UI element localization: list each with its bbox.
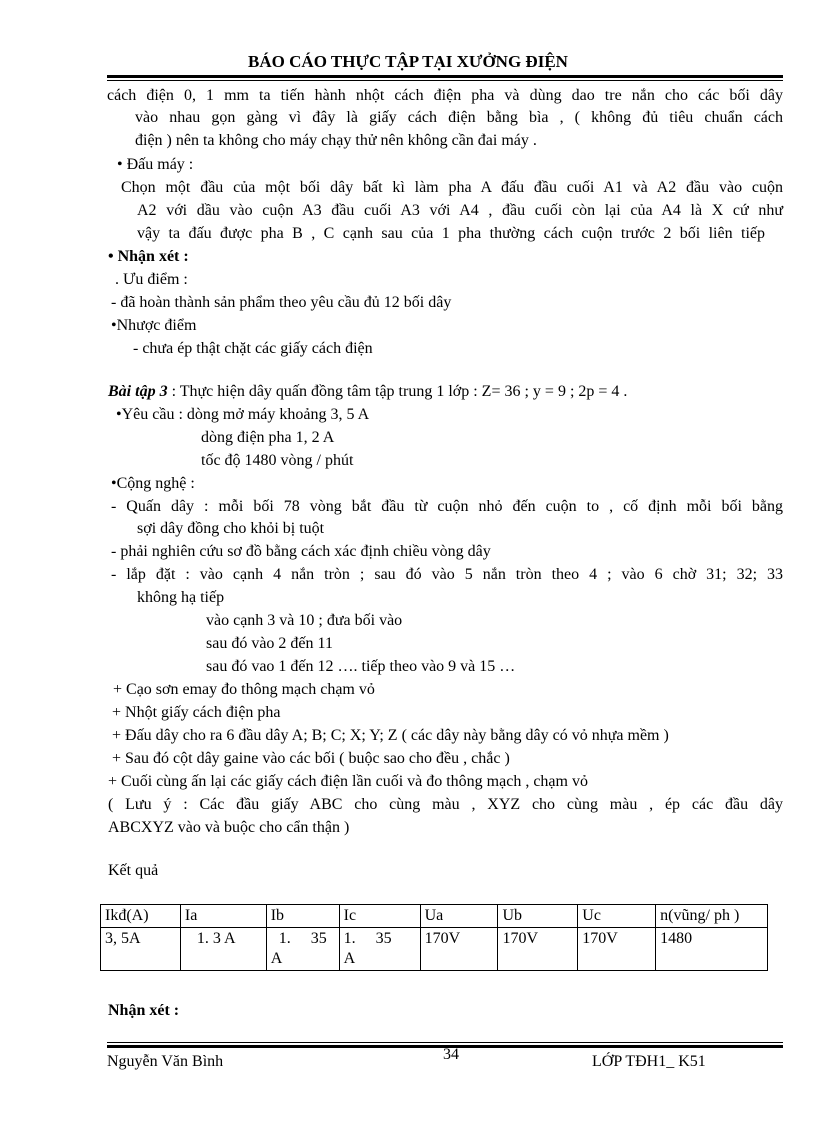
table-cell <box>578 928 656 971</box>
bai-tap-3-text: : Thực hiện dây quấn đồng tâm tập trung 1 lớp : Z= 36 ; y = 9 ; 2p = 4 . <box>167 383 628 400</box>
cong-nghe-heading: •Cộng nghệ : <box>111 475 195 492</box>
footer-author: Nguyễn Văn Bình <box>107 1053 224 1070</box>
uu-diem-heading: . Ưu điểm : <box>115 271 188 288</box>
table-cell-value: 170V <box>582 930 618 947</box>
table-row <box>101 928 768 971</box>
header-rule-thin <box>107 80 783 81</box>
nhuoc-diem-heading: •Nhược điểm <box>111 317 197 334</box>
table-header-row <box>101 905 768 928</box>
table-cell <box>498 928 578 971</box>
process-step4: + Sau đó cột dây gaine vào các bối ( buộc sao cho đều , chắc ) <box>112 750 510 767</box>
table-cell <box>180 928 266 971</box>
dau-may-line3: vậy ta đấu được pha B , C cạnh sau của 1 pha thường cách cuộn trước 2 bối liên tiếp <box>137 225 765 242</box>
uu-diem-item: - đã hoàn thành sản phẩm theo yêu cầu đủ 12 bối dây <box>111 294 452 311</box>
ket-qua-heading: Kết quả <box>108 862 159 879</box>
table-header-cell: Ub <box>498 905 578 928</box>
table-header-cell: Ua <box>420 905 498 928</box>
para1-line1: cách điện 0, 1 mm ta tiến hành nhột cách điện pha và dùng dao tre nắn cho các bối dây <box>107 87 783 104</box>
table-header-cell: Ib <box>266 905 339 928</box>
cong-nghe-item3e: sau đó vao 1 đến 12 …. tiếp theo vào 9 và 15 … <box>206 658 516 675</box>
table-cell <box>339 928 420 971</box>
nhan-xet-2-heading: Nhận xét : <box>108 1002 180 1019</box>
process-step1: + Cạo sơn emay đo thông mạch chạm vỏ <box>113 681 375 698</box>
table-cell-value: 170V <box>502 930 538 947</box>
table-header-cell: Ic <box>339 905 420 928</box>
para1-line3: điện ) nên ta không cho máy chạy thử nên không cần đai máy . <box>135 132 537 149</box>
cong-nghe-item3d: sau đó vào 2 đến 11 <box>206 635 333 652</box>
table-cell <box>266 928 339 971</box>
dau-may-line1: Chọn một đầu của một bối dây bất kì làm pha A đấu đầu cuối A1 và A2 đầu vào cuộn <box>121 179 783 196</box>
nhan-xet-heading: • Nhận xét : <box>108 248 189 265</box>
page-number: 34 <box>443 1046 459 1063</box>
table-header-cell: n(vũng/ ph ) <box>656 905 768 928</box>
bai-tap-3-line <box>108 382 627 402</box>
table-cell-value: 170V <box>424 930 461 947</box>
cong-nghe-item3c: vào cạnh 3 và 10 ; đưa bối vào <box>206 612 403 629</box>
cong-nghe-item1a: - Quấn dây : mỗi bối 78 vòng bắt đầu từ cuộn nhỏ đến cuộn to , cố định mỗi bối bằng <box>111 498 783 515</box>
table-cell-unit: A <box>270 950 283 967</box>
cong-nghe-item2: - phải nghiên cứu sơ đồ bằng cách xác định chiều vòng dây <box>111 543 491 560</box>
cong-nghe-item1b: sợi dây đồng cho khỏi bị tuột <box>137 520 325 537</box>
page-header-title: BÁO CÁO THỰC TẬP TẠI XƯỞNG ĐIỆN <box>248 52 568 71</box>
yeu-cau-line3: tốc độ 1480 vòng / phút <box>201 452 354 469</box>
cong-nghe-item3a: - lắp đặt : vào cạnh 4 nắn tròn ; sau đó vào 5 nắn tròn theo 4 ; vào 6 chờ 31; 32; 33 <box>111 566 783 583</box>
para1-line2: vào nhau gọn gàng vì đây là giấy cách điện bằng bìa , ( không đủ tiêu chuẩn cách <box>135 109 783 126</box>
results-table <box>100 904 768 971</box>
yeu-cau-line2: dòng điện pha 1, 2 A <box>201 429 335 446</box>
note-line1: ( Lưu ý : Các đầu giấy ABC cho cùng màu , XYZ cho cùng màu , ép các đầu dây <box>108 796 783 813</box>
table-cell <box>420 928 498 971</box>
table-header-cell: Ikđ(A) <box>101 905 181 928</box>
dau-may-line2: A2 với dầu vào cuộn A3 đầu cuối A3 với A4 , đầu cuối còn lại của A4 là X cứ như <box>137 202 783 219</box>
footer-rule-thin <box>107 1042 783 1043</box>
cong-nghe-item3b: không hạ tiếp <box>137 589 225 606</box>
table-cell-value: 1480 <box>660 930 693 947</box>
process-step3: + Đấu dây cho ra 6 đầu dây A; B; C; X; Y; Z ( các dây này bằng dây có vỏ nhựa mềm ) <box>112 727 669 744</box>
table-cell-value: 1. 35 <box>278 930 327 947</box>
table-cell <box>656 928 768 971</box>
process-step5: + Cuối cùng ấn lại các giấy cách điện lần cuối và đo thông mạch , chạm vỏ <box>108 773 588 790</box>
process-step2: + Nhột giấy cách điện pha <box>112 704 281 721</box>
table-cell-unit: A <box>343 950 356 967</box>
note-line2: ABCXYZ vào và buộc cho cẩn thận ) <box>108 819 350 836</box>
table-header-cell: Ia <box>180 905 266 928</box>
table-cell-value: 1. 35 <box>343 930 392 947</box>
table-cell <box>101 928 181 971</box>
header-rule-thick <box>107 75 783 78</box>
table-header-cell: Uc <box>578 905 656 928</box>
dau-may-heading: • Đấu máy : <box>117 156 194 173</box>
footer-class: LỚP TĐH1_ K51 <box>592 1053 706 1070</box>
nhuoc-diem-item: - chưa ép thật chặt các giấy cách điện <box>133 340 373 357</box>
table-cell-value: 3, 5A <box>105 930 141 947</box>
bai-tap-3-label: Bài tập 3 <box>108 383 168 400</box>
yeu-cau-line1: •Yêu cầu : dòng mở máy khoảng 3, 5 A <box>116 406 370 423</box>
table-cell-value: 1. 3 A <box>196 930 236 947</box>
